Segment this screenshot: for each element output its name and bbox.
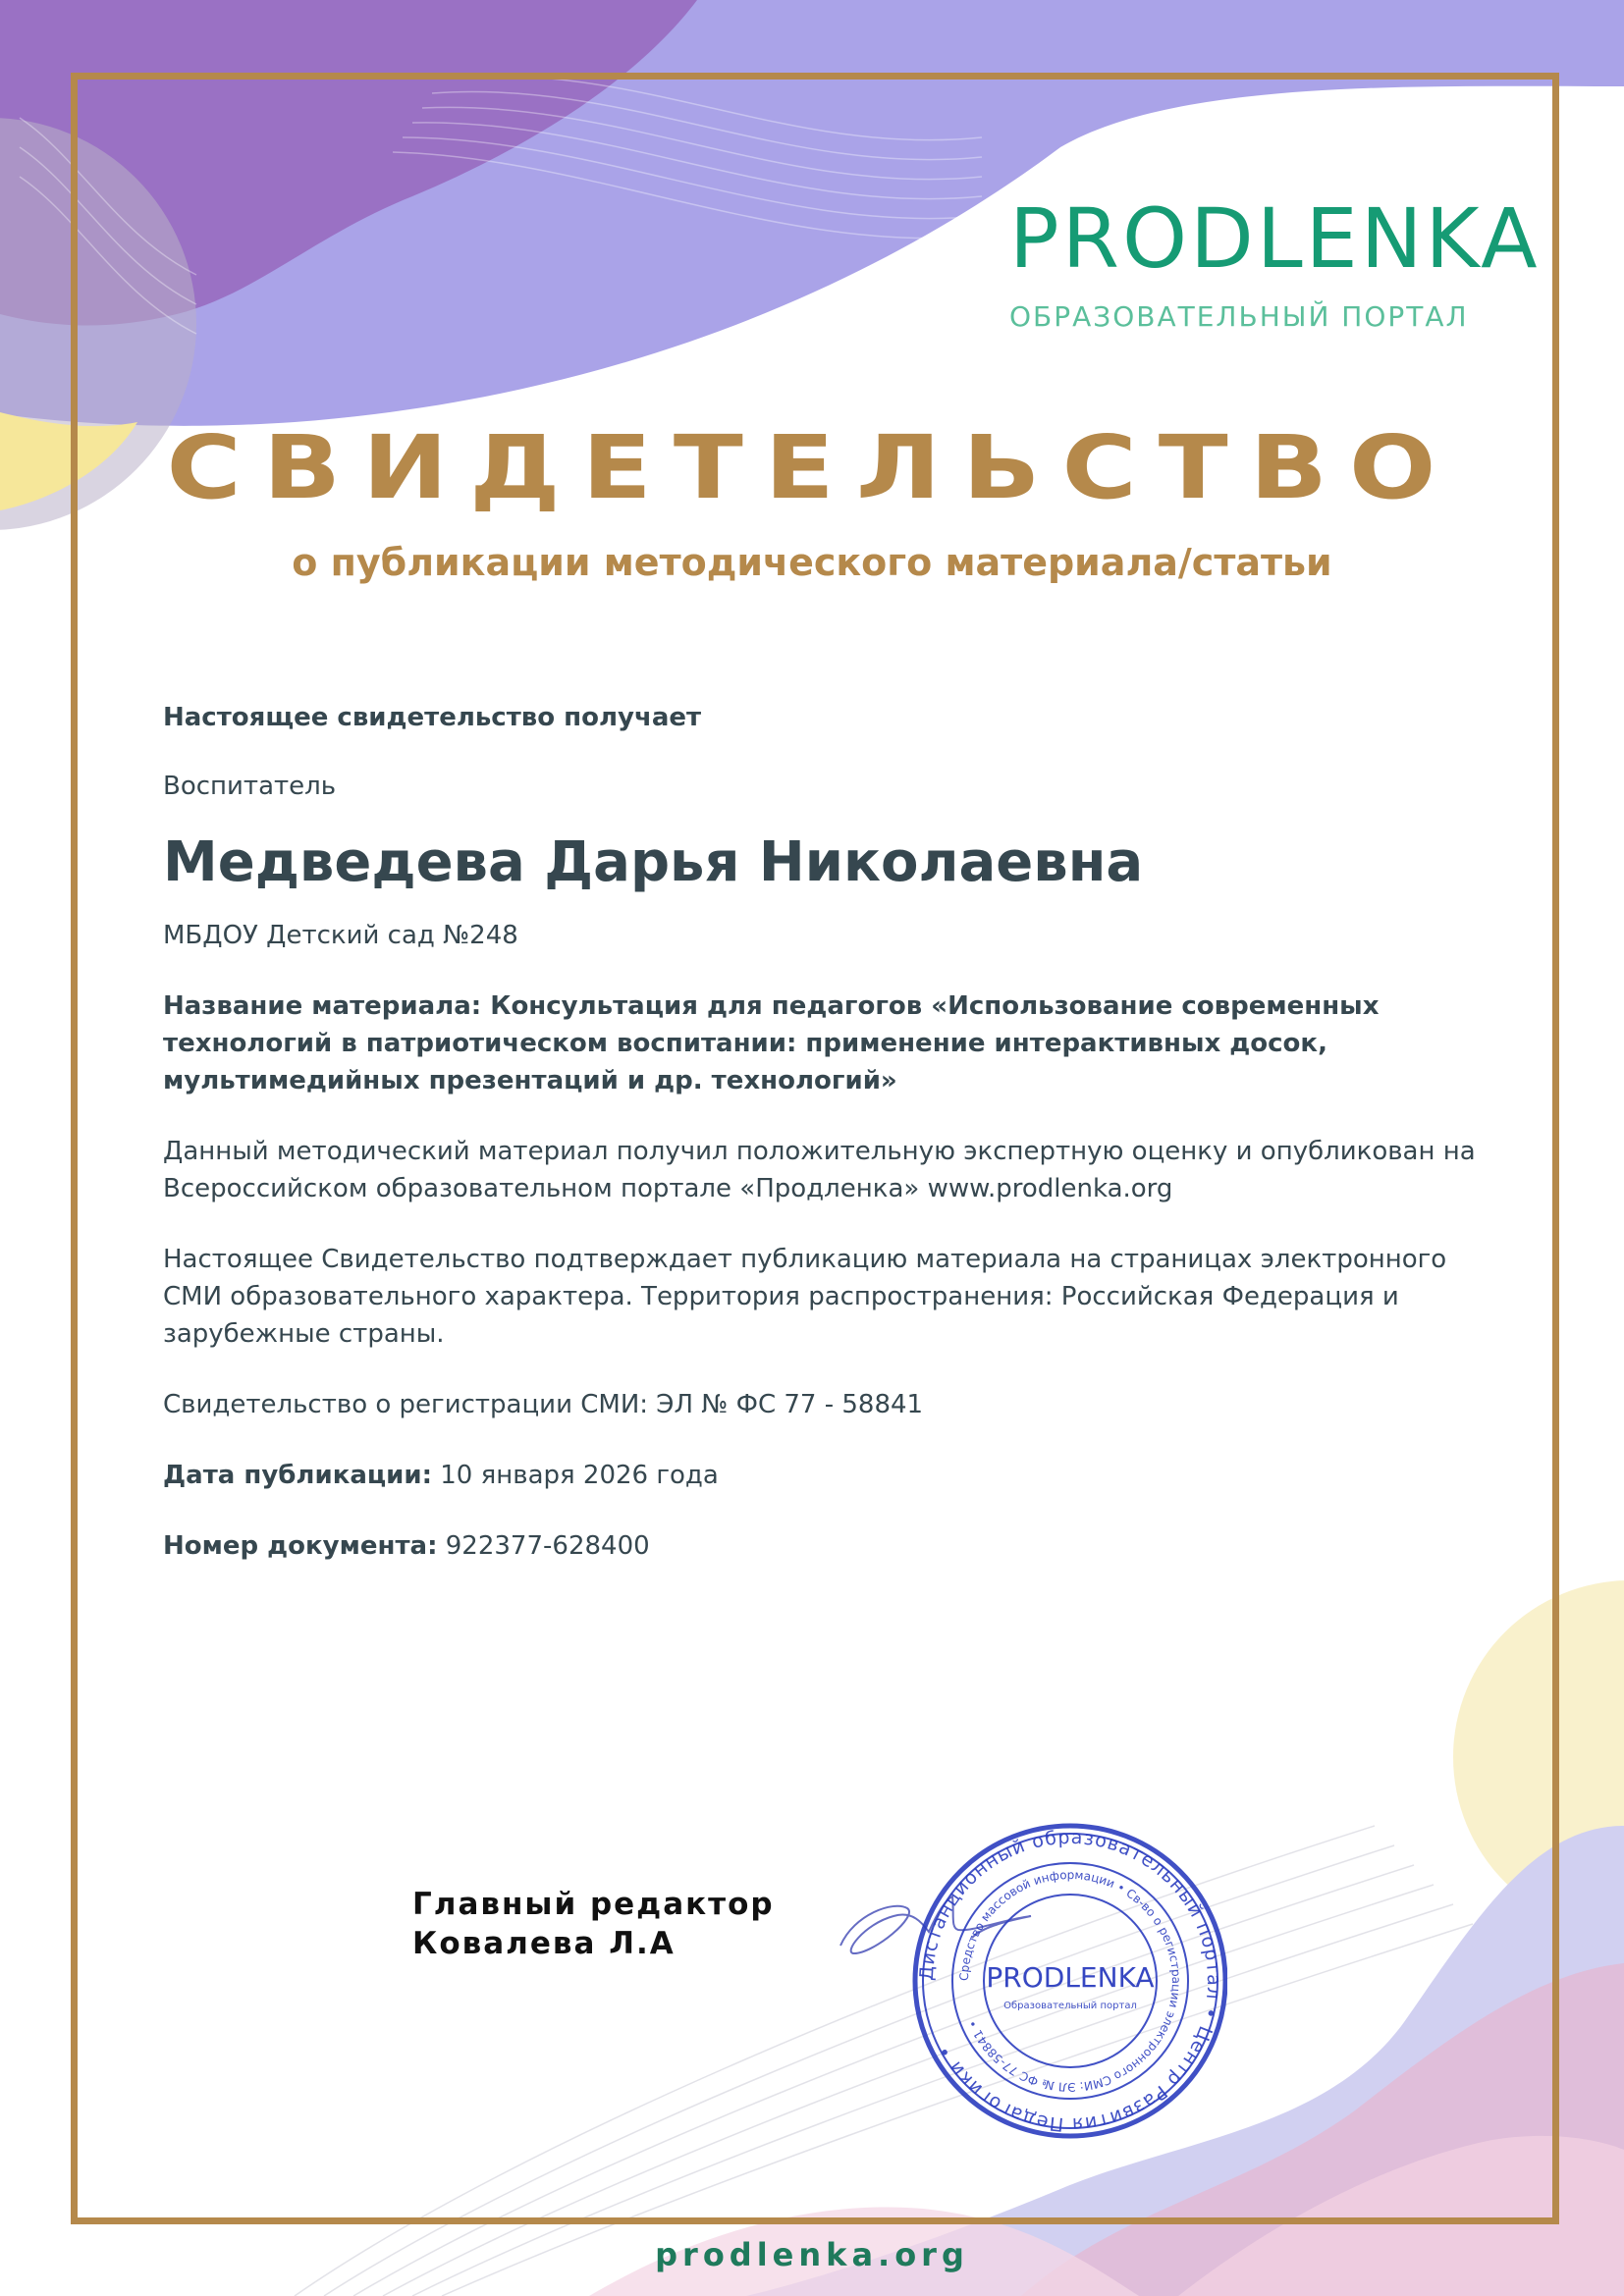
document-number: [163, 1527, 1479, 1565]
stamp-center-text: PRODLENKA: [986, 1961, 1155, 1994]
stamp-outer-text: Дистанционный образовательный портал • Центр Развития Педагогики •: [915, 1826, 1225, 2136]
stamp-center-subtext: Образовательный портал: [1003, 2001, 1137, 2011]
intro-text: Настоящее свидетельство получает: [163, 703, 702, 732]
recipient-position: Воспитатель: [163, 772, 337, 801]
confirmation-text: Настоящее Свидетельство подтверждает публикацию материала на страницах электронного СМИ образовательного характера. Территория распространения: Российская Федерация и зарубежные страны.: [163, 1245, 1447, 1349]
publication-date: [163, 1457, 1479, 1494]
registration-text: Свидетельство о регистрации СМИ: ЭЛ № ФС 77 - 58841: [163, 1390, 924, 1419]
certificate-subtitle: о публикации методического материала/статьи: [292, 541, 1332, 584]
editor-role: Главный редактор: [412, 1887, 775, 1922]
logo-tagline: ОБРАЗОВАТЕЛЬНЫЙ ПОРТАЛ: [1009, 300, 1469, 333]
document-number-value: 922377-628400: [445, 1531, 650, 1561]
publication-date-label: Дата публикации:: [163, 1461, 432, 1490]
certificate-title: СВИДЕТЕЛЬСТВО: [166, 415, 1458, 519]
material-title: Название материала: Консультация для педагогов «Использование современных технологий в патриотическом воспитании: применение интерактивных досок, мультимедийных презентаций и др. технологий»: [163, 991, 1380, 1095]
stamp-inner-text: Средство массовой информации • Св-во о регистрации электронного СМИ: ЭЛ № ФС 77-58841 •: [956, 1867, 1184, 2095]
document-number-label: Номер документа:: [163, 1531, 438, 1561]
recipient-name: Медведева Дарья Николаевна: [163, 830, 1144, 894]
prodlenka-logo: [1009, 190, 1541, 333]
footer-url[interactable]: prodlenka.org: [655, 2236, 969, 2273]
certificate-body: [163, 699, 1479, 1565]
logo-wordmark: PRODLENKA: [1009, 190, 1541, 287]
official-stamp: [835, 1806, 1227, 2140]
signature-block: [412, 1885, 775, 1963]
evaluation-text: Данный методический материал получил положительную экспертную оценку и опубликован на Всероссийском образовательном портале «Продленка» www.prodlenka.org: [163, 1137, 1476, 1203]
recipient-organization: МБДОУ Детский сад №248: [163, 921, 518, 950]
publication-date-value: 10 января 2026 года: [440, 1461, 719, 1490]
editor-name: Ковалева Л.А: [412, 1926, 676, 1961]
